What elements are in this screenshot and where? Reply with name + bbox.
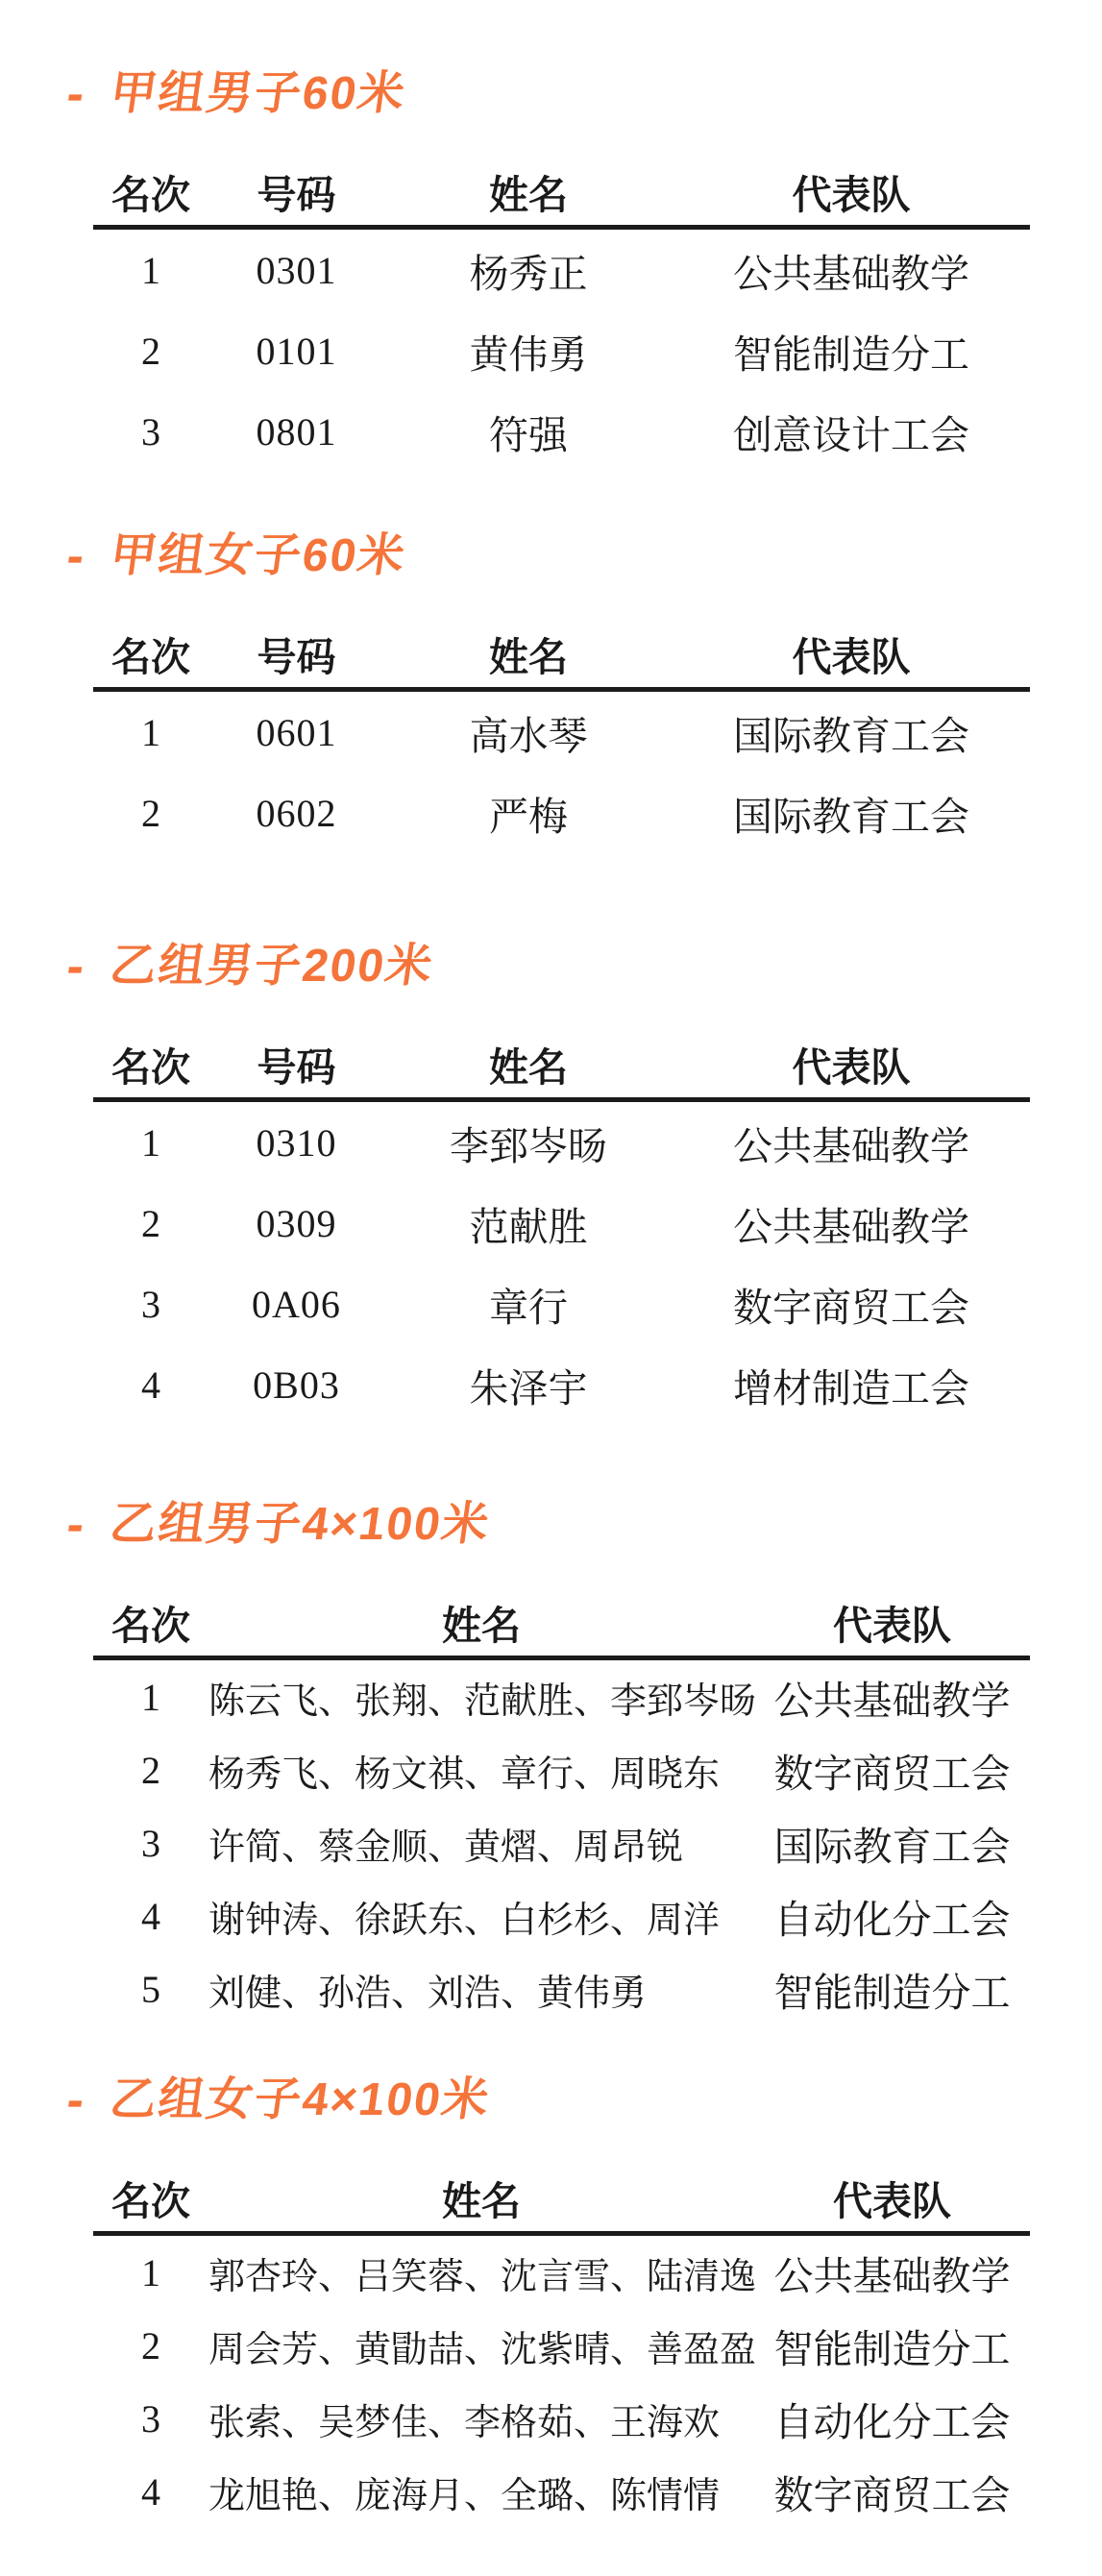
cell-rank: 2 (141, 1748, 160, 1792)
column-header-rank: 名次 (111, 2178, 190, 2223)
column-header-number: 号码 (257, 1044, 336, 1090)
table-row (93, 1102, 1030, 1183)
cell-team: 数字商贸工会 (773, 1751, 1011, 1796)
column-header-name: 姓名 (442, 1603, 521, 1648)
section-title: 乙组男子4×100米 (107, 1499, 494, 1550)
section-group-a-women-60m (0, 529, 1102, 853)
cell-rank: 3 (141, 409, 160, 454)
table-row (93, 1344, 1030, 1425)
column-header-name: 姓名 (489, 172, 568, 217)
section-group-b-women-4x100m (0, 2073, 1102, 2528)
cell-rank: 1 (141, 1675, 160, 1719)
table-row (93, 2382, 1030, 2455)
cell-names: 陈云飞、张翔、范献胜、李郅岑旸 (208, 1681, 757, 1722)
column-header-name: 姓名 (489, 634, 568, 679)
cell-name: 高水琴 (469, 713, 588, 758)
cell-team: 智能制造分工 (773, 2326, 1011, 2371)
column-header-rank: 名次 (111, 1603, 190, 1648)
cell-names: 郭杏玲、吕笑蓉、沈言雪、陆清逸 (208, 2256, 757, 2297)
table-row (93, 2236, 1030, 2309)
cell-names: 周会芳、黄勖喆、沈紫晴、善盈盈 (208, 2329, 757, 2370)
cell-team: 数字商贸工会 (733, 1285, 969, 1330)
cell-team: 国际教育工会 (733, 713, 969, 758)
cell-team: 自动化分工会 (773, 2399, 1011, 2444)
cell-team: 公共基础教学 (733, 251, 969, 296)
table-header-row (93, 620, 1030, 692)
table-header-row (93, 1588, 1030, 1660)
cell-rank: 1 (141, 2250, 160, 2294)
table-row (93, 773, 1030, 853)
table-row (93, 310, 1030, 391)
cell-number: 0601 (256, 710, 337, 754)
cell-rank: 2 (141, 791, 160, 835)
table-row (93, 1952, 1030, 2025)
table-row (93, 1263, 1030, 1344)
table-row (93, 2455, 1030, 2528)
cell-rank: 1 (141, 248, 160, 292)
cell-team: 智能制造分工 (733, 331, 969, 377)
cell-number: 0B03 (253, 1362, 340, 1407)
results-table (93, 158, 1030, 472)
cell-rank: 3 (141, 1821, 160, 1865)
cell-rank: 3 (141, 1282, 160, 1326)
dash-bullet-icon: - (62, 66, 90, 122)
dash-bullet-icon: - (62, 1497, 90, 1553)
cell-rank: 1 (141, 710, 160, 754)
section-heading (0, 1498, 1102, 1552)
cell-name: 朱泽宇 (469, 1365, 588, 1411)
cell-team: 公共基础教学 (733, 1204, 969, 1249)
column-header-number: 号码 (257, 172, 336, 217)
results-table (93, 1030, 1030, 1425)
table-row (93, 1806, 1030, 1879)
cell-team: 国际教育工会 (733, 794, 969, 839)
table-row (93, 391, 1030, 472)
section-title: 乙组女子4×100米 (107, 2074, 494, 2125)
cell-names: 杨秀飞、杨文祺、章行、周晓东 (208, 1754, 721, 1795)
cell-number: 0602 (256, 791, 337, 835)
cell-rank: 4 (141, 1894, 160, 1938)
cell-rank: 2 (141, 1201, 160, 1245)
cell-names: 龙旭艳、庞海月、全璐、陈情情 (208, 2475, 721, 2516)
column-header-team: 代表队 (792, 634, 911, 679)
cell-names: 张索、吴梦佳、李格茹、王海欢 (208, 2402, 721, 2443)
cell-number: 0A06 (252, 1282, 341, 1326)
cell-number: 0310 (256, 1120, 337, 1165)
cell-rank: 1 (141, 1120, 160, 1165)
cell-rank: 2 (141, 329, 160, 373)
cell-names: 刘健、孙浩、刘浩、黄伟勇 (208, 1973, 648, 2014)
section-group-b-men-200m (0, 940, 1102, 1425)
cell-name: 李郅岑旸 (450, 1123, 607, 1168)
cell-team: 公共基础教学 (773, 1678, 1011, 1723)
cell-team: 增材制造工会 (733, 1365, 969, 1411)
section-title: 甲组男子60米 (107, 68, 410, 119)
dash-bullet-icon: - (62, 528, 90, 584)
cell-team: 创意设计工会 (733, 412, 969, 457)
cell-number: 0101 (256, 329, 337, 373)
section-group-a-men-60m (0, 67, 1102, 472)
table-row (93, 2309, 1030, 2382)
column-header-rank: 名次 (111, 634, 190, 679)
column-header-team: 代表队 (833, 2178, 951, 2223)
cell-rank: 4 (141, 2469, 160, 2514)
cell-rank: 5 (141, 1967, 160, 2011)
cell-name: 章行 (489, 1285, 568, 1330)
table-row (93, 230, 1030, 310)
column-header-number: 号码 (257, 634, 336, 679)
column-header-rank: 名次 (111, 172, 190, 217)
cell-team: 国际教育工会 (773, 1824, 1011, 1869)
cell-name: 严梅 (489, 794, 568, 839)
table-row (93, 1733, 1030, 1806)
table-header-row (93, 158, 1030, 230)
section-group-b-men-4x100m (0, 1498, 1102, 2025)
cell-number: 0301 (256, 248, 337, 292)
cell-team: 自动化分工会 (773, 1897, 1011, 1942)
cell-team: 数字商贸工会 (773, 2472, 1011, 2517)
column-header-name: 姓名 (489, 1044, 568, 1090)
cell-name: 杨秀正 (469, 251, 588, 296)
table-header-row (93, 2164, 1030, 2236)
dash-bullet-icon: - (62, 2073, 90, 2128)
cell-number: 0309 (256, 1201, 337, 1245)
results-table (93, 2164, 1030, 2528)
column-header-name: 姓名 (442, 2178, 521, 2223)
cell-number: 0801 (256, 409, 337, 454)
section-heading (0, 67, 1102, 121)
table-row (93, 1879, 1030, 1952)
cell-name: 符强 (489, 412, 568, 457)
column-header-team: 代表队 (833, 1603, 951, 1648)
cell-team: 公共基础教学 (733, 1123, 969, 1168)
section-title: 甲组女子60米 (107, 530, 410, 581)
section-heading (0, 2073, 1102, 2127)
section-heading (0, 940, 1102, 994)
table-row (93, 692, 1030, 773)
section-heading (0, 529, 1102, 583)
cell-rank: 3 (141, 2396, 160, 2441)
cell-rank: 4 (141, 1362, 160, 1407)
results-table (93, 1588, 1030, 2025)
table-header-row (93, 1030, 1030, 1102)
cell-rank: 2 (141, 2323, 160, 2367)
cell-name: 范献胜 (469, 1204, 588, 1249)
column-header-team: 代表队 (792, 1044, 911, 1090)
column-header-rank: 名次 (111, 1044, 190, 1090)
column-header-team: 代表队 (792, 172, 911, 217)
cell-team: 公共基础教学 (773, 2253, 1011, 2298)
cell-team: 智能制造分工 (773, 1970, 1011, 2015)
results-table (93, 620, 1030, 853)
cell-name: 黄伟勇 (469, 331, 588, 377)
table-row (93, 1660, 1030, 1733)
section-title: 乙组男子200米 (107, 941, 438, 992)
cell-names: 谢钟涛、徐跃东、白杉杉、周洋 (208, 1900, 721, 1941)
dash-bullet-icon: - (62, 939, 90, 994)
table-row (93, 1183, 1030, 1263)
cell-names: 许简、蔡金顺、黄熠、周昂锐 (208, 1827, 684, 1868)
